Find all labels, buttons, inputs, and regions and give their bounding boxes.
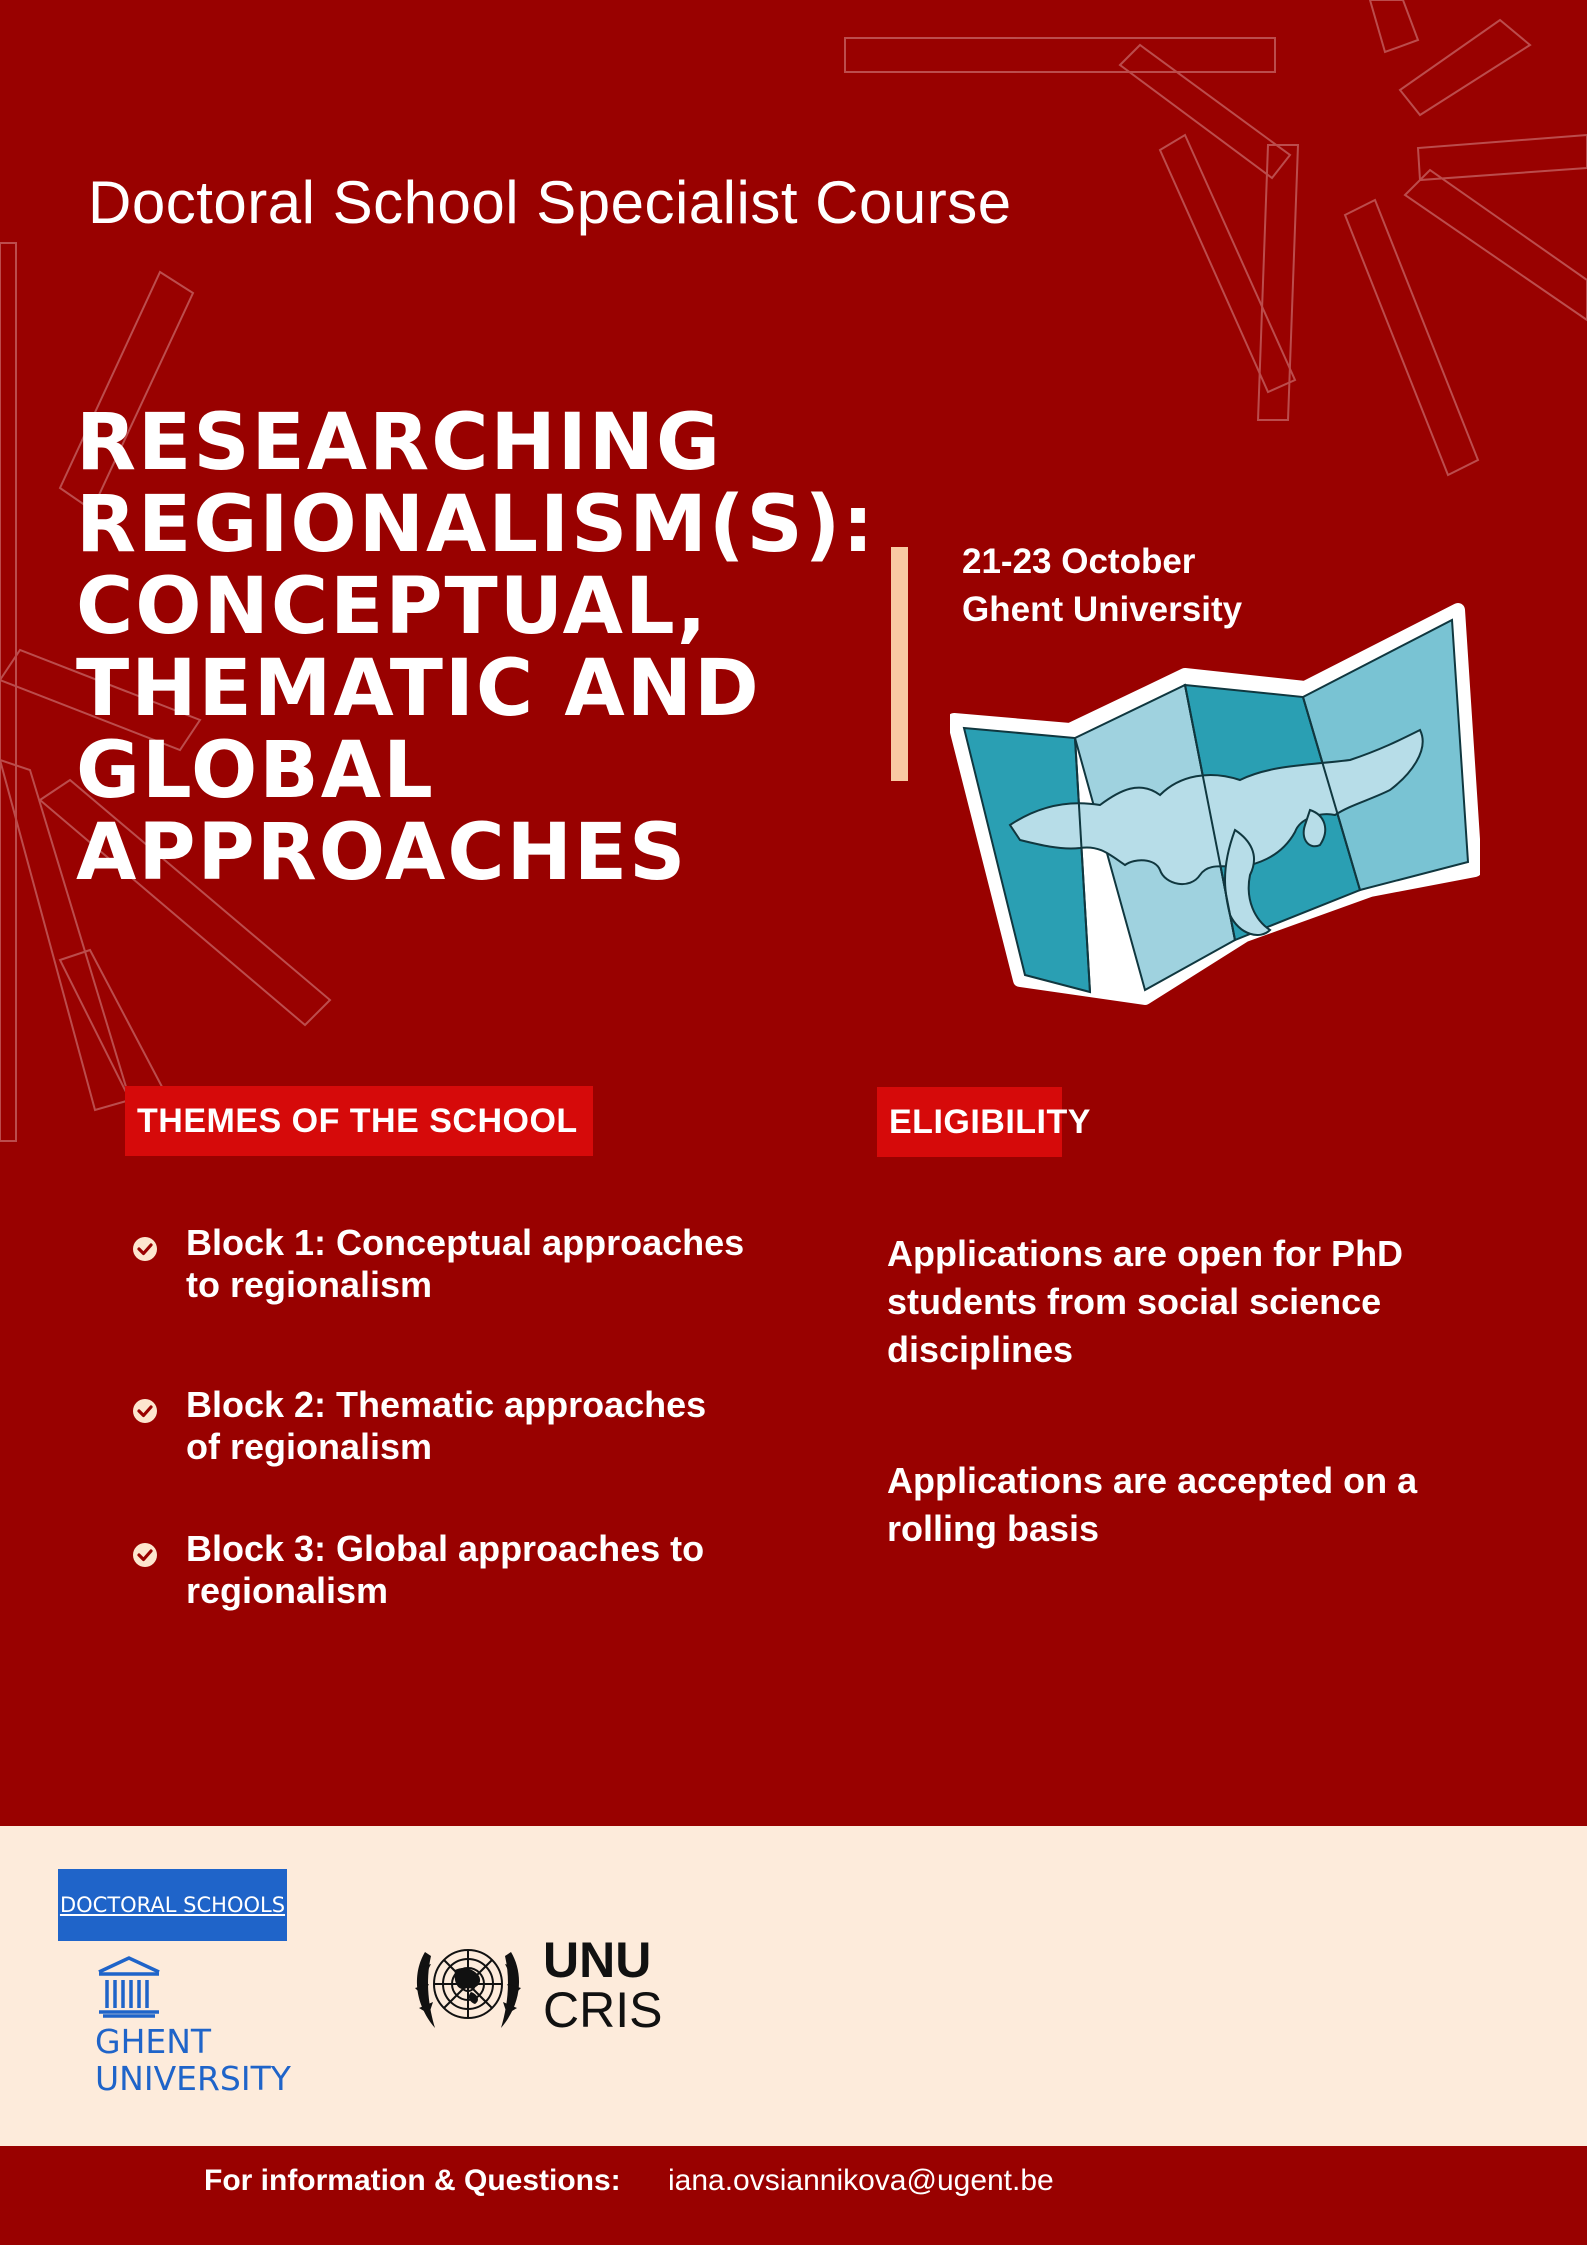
title-line: REGIONALISM(S): [76,480,876,570]
eligibility-item [887,1230,1487,1374]
title-line: THEMATIC AND [76,644,761,734]
theme-line: regionalism [186,1570,389,1611]
unu-line: UNU [543,1932,652,1988]
eligibility-line: students from social science [887,1281,1382,1322]
themes-heading: THEMES OF THE SCHOOL [125,1086,593,1156]
contact-label: For information & Questions: [204,2164,621,2197]
theme-text [186,1222,786,1306]
course-subtitle: Doctoral School Specialist Course [88,169,1012,236]
eligibility-line: rolling basis [887,1508,1100,1549]
eligibility-item [887,1457,1487,1553]
ghent-university-building-icon [95,1954,163,2018]
theme-line: to regionalism [186,1264,433,1305]
ghent-university-wordmark [95,2023,291,2097]
ghent-line: UNIVERSITY [95,2059,291,2098]
theme-text [186,1384,786,1468]
theme-line: of regionalism [186,1426,433,1467]
theme-text [186,1528,786,1612]
check-circle-icon [132,1398,158,1424]
eligibility-line: disciplines [887,1329,1074,1370]
eligibility-line: Applications are open for PhD [887,1233,1404,1274]
accent-bar [891,547,908,781]
eligibility-line: Applications are accepted on a [887,1460,1418,1501]
check-circle-icon [132,1236,158,1262]
ghent-line: GHENT [95,2022,212,2061]
course-title [76,398,896,898]
doctoral-schools-label: DOCTORAL SCHOOLS [59,1893,286,1917]
theme-line: Block 3: Global approaches to [186,1528,705,1569]
title-line: GLOBAL [76,726,435,816]
folded-map-illustration [950,600,1480,1010]
title-line: CONCEPTUAL, [76,562,709,652]
unu-cris-wordmark [543,1932,663,2038]
cris-line: CRIS [543,1982,663,2038]
eligibility-heading: ELIGIBILITY [877,1087,1062,1157]
event-dates: 21-23 October [962,542,1196,581]
title-line: RESEARCHING [76,398,723,488]
contact-email-link[interactable]: iana.ovsiannikova@ugent.be [668,2164,1054,2197]
theme-line: Block 2: Thematic approaches [186,1384,707,1425]
check-circle-icon [132,1542,158,1568]
doctoral-schools-logo[interactable] [58,1869,287,1941]
title-line: APPROACHES [76,808,688,898]
theme-line: Block 1: Conceptual approaches [186,1222,745,1263]
un-emblem-icon [405,1932,531,2040]
event-location: Ghent University [962,590,1243,629]
